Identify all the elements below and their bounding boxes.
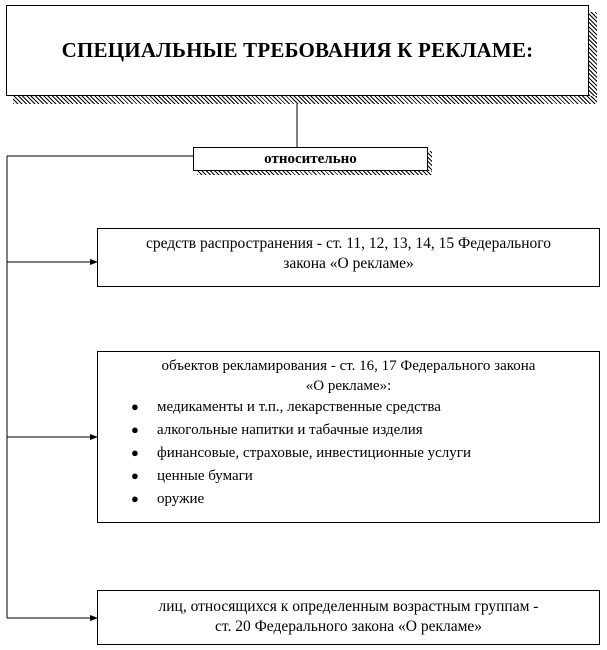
list-item: ● оружие (131, 491, 205, 507)
list-item: ● медикаменты и т.п., лекарственные средства (131, 399, 441, 415)
title-box-shadow-right (589, 12, 597, 104)
list-item: ● ценные бумаги (131, 468, 253, 484)
list-item: ● алкогольные напитки и табачные изделия (131, 422, 423, 438)
title-box (6, 5, 589, 96)
bullet-icon: ● (131, 445, 139, 460)
distribution-means-box (97, 228, 600, 287)
box1-line2: закона «О рекламе» (283, 255, 414, 272)
bullet-icon: ● (131, 422, 139, 437)
box3-line2: ст. 20 Федерального закона «О рекламе» (214, 618, 483, 635)
age-groups-box (97, 590, 600, 645)
page-title: СПЕЦИАЛЬНЫЕ ТРЕБОВАНИЯ К РЕКЛАМЕ: (61, 38, 534, 62)
box2-line1: объектов рекламирования - ст. 16, 17 Федерального закона (161, 358, 536, 374)
list-item: ● финансовые, страховые, инвестиционные услуги (131, 445, 471, 461)
advertised-objects-box (97, 351, 600, 523)
bullet-icon: ● (131, 399, 139, 414)
objects-list (98, 397, 599, 512)
title-box-shadow-bottom (13, 96, 597, 104)
box1-line1: средств распространения - ст. 11, 12, 13, 14, 15 Федерального (145, 235, 552, 252)
bullet-icon: ● (131, 468, 139, 483)
relation-box (193, 147, 428, 171)
relation-box-shadow-bottom (197, 171, 432, 175)
box2-line2: «О рекламе»: (305, 378, 392, 394)
bullet-icon: ● (131, 491, 139, 506)
relation-label: относительно (264, 150, 357, 167)
box3-line1: лиц, относящихся к определенным возрастным группам - (158, 598, 539, 615)
